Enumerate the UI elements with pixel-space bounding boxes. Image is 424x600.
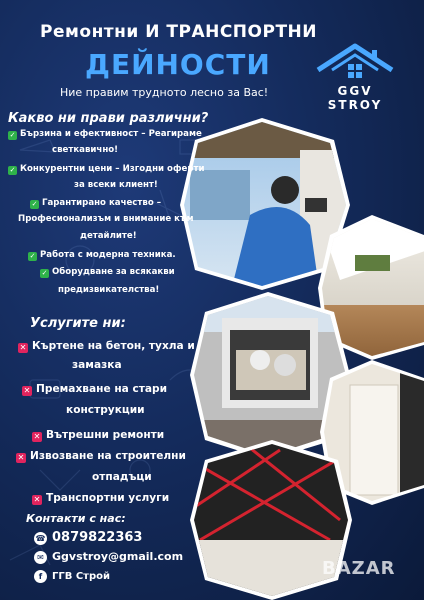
check-icon: ✓ <box>9 131 16 139</box>
why-item-cont: предизвикателства! <box>58 285 160 295</box>
title-line1: Ремонтни И ТРАНСПОРТНИ <box>40 22 317 42</box>
check-icon: ✓ <box>31 200 38 208</box>
contact-facebook[interactable]: f ГГВ Строй <box>34 570 110 583</box>
why-heading: Какво ни прави различни? <box>8 111 209 126</box>
services-heading: Услугите ни: <box>30 316 126 331</box>
why-item-cont: за всеки клиент! <box>74 180 158 190</box>
service-item: ✕ Извозване на строителни <box>17 450 186 462</box>
service-item: ✕ Къртене на бетон, тухла и <box>19 340 195 352</box>
house-roof-icon <box>312 40 398 84</box>
cross-icon: ✕ <box>33 495 41 504</box>
service-item-cont: замазка <box>72 359 122 371</box>
email-icon: ✉ <box>34 551 47 564</box>
why-item: ✓ Работа с модерна техника. <box>29 250 176 260</box>
service-item: ✕ Транспортни услуги <box>33 492 170 504</box>
why-item-cont: светкавично! <box>52 145 119 155</box>
why-item: ✓ Конкурентни цени – Изгодни оферти <box>9 164 205 174</box>
service-item: ✕ Премахване на стари <box>23 383 168 395</box>
facebook-icon: f <box>34 570 47 583</box>
why-item: ✓ Оборудване за всякакви <box>41 267 175 277</box>
why-item: ✓ Гарантирано качество – <box>31 198 162 208</box>
why-item-cont: детайлите! <box>80 231 137 241</box>
company-logo <box>312 40 398 110</box>
contact-phone[interactable]: ☎ 0879822363 <box>35 530 143 545</box>
check-icon: ✓ <box>9 166 16 174</box>
title-line2: ДЕЙНОСТИ <box>85 48 271 81</box>
service-item: ✕ Вътрешни ремонти <box>33 429 165 441</box>
logo-name-line2: STROY <box>327 98 383 112</box>
logo-name-line1: GGV <box>337 84 373 98</box>
check-icon: ✓ <box>29 252 36 260</box>
check-icon: ✓ <box>41 269 48 277</box>
why-item: ✓ Бързина и ефективност – Реагираме <box>9 129 202 139</box>
cross-icon: ✕ <box>23 386 31 395</box>
service-item-cont: конструкции <box>66 404 145 416</box>
cross-icon: ✕ <box>17 453 25 462</box>
contacts-heading: Контакти с нас: <box>26 512 126 525</box>
watermark: BAZAR <box>322 558 396 579</box>
cross-icon: ✕ <box>19 343 27 352</box>
cross-icon: ✕ <box>33 432 41 441</box>
why-item-cont: Професионализъм и внимание към <box>18 214 194 224</box>
tagline: Ние правим трудното лесно за Вас! <box>60 86 269 99</box>
phone-icon: ☎ <box>35 534 46 543</box>
contact-email[interactable]: ✉ Ggvstroy@gmail.com <box>34 550 183 564</box>
service-item-cont: отпадъци <box>92 471 152 483</box>
